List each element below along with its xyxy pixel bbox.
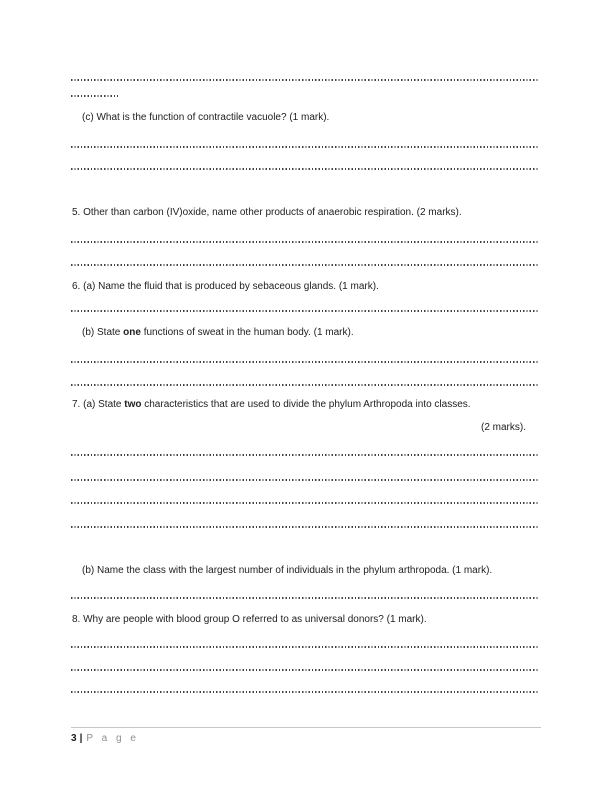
footer-separator: | xyxy=(79,733,83,744)
question-4c-text: (c) What is the function of contractile vacuole? (1 mark). xyxy=(82,112,330,123)
question-6a-text: 6. (a) Name the fluid that is produced by sebaceous glands. (1 mark). xyxy=(72,281,379,292)
question-5-text: 5. Other than carbon (IV)oxide, name other products of anaerobic respiration. (2 marks). xyxy=(72,207,462,218)
answer-line xyxy=(71,264,539,266)
answer-line xyxy=(71,168,539,170)
question-6b-prefix: (b) State xyxy=(82,327,124,338)
answer-line xyxy=(71,454,539,456)
answer-line xyxy=(71,669,539,671)
answer-line xyxy=(71,526,539,528)
question-7b-text: (b) Name the class with the largest number of individuals in the phylum arthropoda. (1 mark). xyxy=(82,565,493,576)
footer-page-number: 3 xyxy=(71,733,77,744)
question-6b-text xyxy=(82,326,354,340)
answer-line xyxy=(71,79,539,81)
answer-line xyxy=(71,384,539,386)
answer-line xyxy=(71,646,539,648)
answer-line xyxy=(71,597,539,599)
footer-page-label: P a g e xyxy=(86,733,139,744)
question-7a-suffix: characteristics that are used to divide the phylum Arthropoda into classes. xyxy=(141,399,471,410)
answer-line xyxy=(71,479,539,481)
question-7a-marks: (2 marks). xyxy=(481,422,526,433)
answer-line xyxy=(71,310,539,312)
question-7a-text xyxy=(72,398,471,412)
question-6b-suffix: functions of sweat in the human body. (1 mark). xyxy=(140,327,354,338)
answer-line xyxy=(71,361,539,363)
answer-line-wrap-fragment xyxy=(71,95,118,97)
question-8-text: 8. Why are people with blood group O referred to as universal donors? (1 mark). xyxy=(72,614,427,625)
answer-line xyxy=(71,146,539,148)
question-7a-bold-word: two xyxy=(124,399,142,410)
page-footer xyxy=(71,727,541,745)
answer-line xyxy=(71,241,539,243)
answer-line xyxy=(71,691,539,693)
answer-line xyxy=(71,502,539,504)
question-7a-prefix: 7. (a) State xyxy=(72,399,125,410)
question-6b-bold-word: one xyxy=(123,327,141,338)
